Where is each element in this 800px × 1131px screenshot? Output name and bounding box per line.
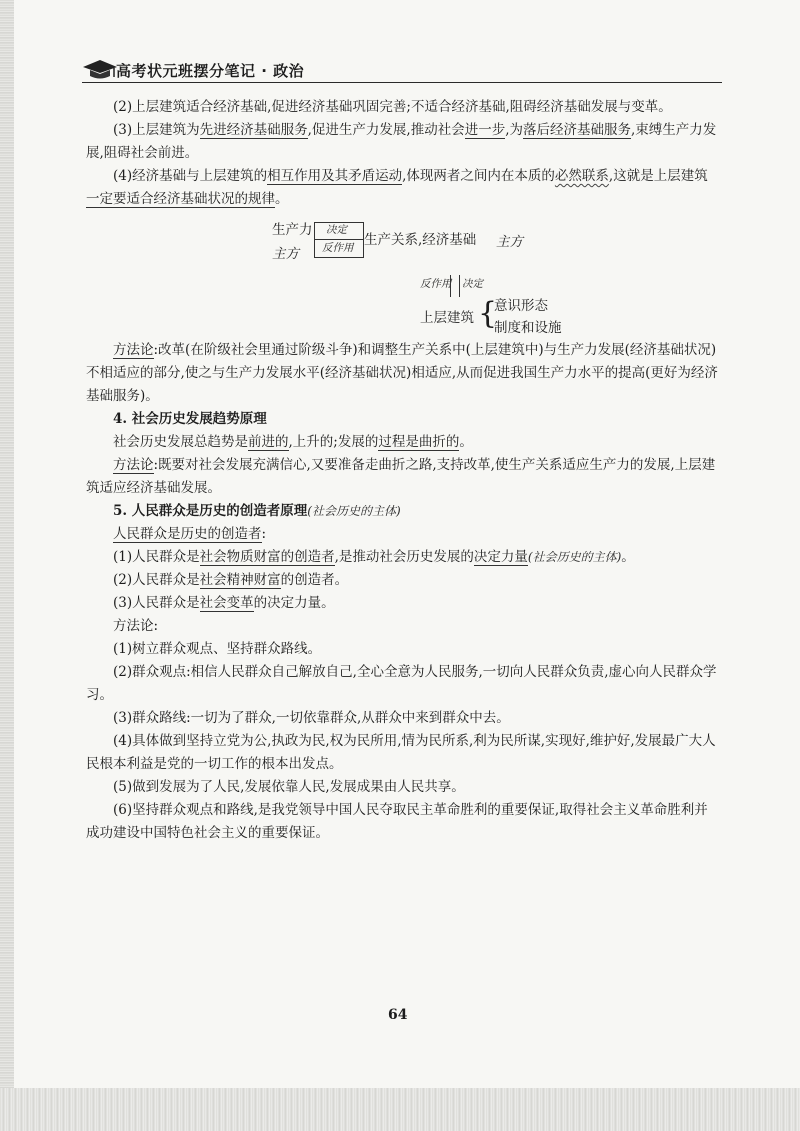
page-content xyxy=(86,96,718,845)
diagram-main-left: 主方 xyxy=(272,246,299,262)
section-5-method-4: (4)具体做到坚持立党为公,执政为民,权为民所用,情为民所系,利为民所谋,实现好,维护好,发展最广大人民根本利益是党的一切工作的根本出发点。 xyxy=(86,733,716,772)
diagram-decide-label: 决定 xyxy=(326,224,347,236)
header-title: 高考状元班摆分笔记 · 政治 xyxy=(116,62,305,80)
section-5-method-label: 方法论: xyxy=(113,618,159,634)
section-4-method: 方法论:既要对社会发展充满信心,又要准备走曲折之路,支持改革,使生产关系适应生产力的发展,上层建筑适应经济基础发展。 xyxy=(86,457,716,496)
section-5-item-3: (3)人民群众是社会变革的决定力量。 xyxy=(113,595,335,611)
section-5-method-3: (3)群众路线:一切为了群众,一切依靠群众,从群众中来到群众中去。 xyxy=(113,710,510,726)
diagram-main-right: 主方 xyxy=(496,234,523,250)
section-5-method-2: (2)群众观点:相信人民群众自己解放自己,全心全意为人民服务,一切向人民群众负责,虚心向人民群众学习。 xyxy=(86,664,717,703)
diagram-relations: 生产关系,经济基础 xyxy=(364,232,477,248)
paragraph-3: (3)上层建筑为先进经济基础服务,促进生产力发展,推动社会进一步,为落后经济基础服务,束缚生产力发展,阻碍社会前进。 xyxy=(86,122,717,161)
section-4-heading: 4. 社会历史发展趋势原理 xyxy=(113,411,267,427)
page-number: 64 xyxy=(388,1007,408,1023)
scan-edge-left xyxy=(0,0,14,1131)
graduation-cap-icon xyxy=(82,58,118,80)
paragraph-4: (4)经济基础与上层建筑的相互作用及其矛盾运动,体现两者之间内在本质的必然联系,这就是上层建筑一定要适合经济基础状况的规律。 xyxy=(86,168,708,207)
diagram-institutions: 制度和设施 xyxy=(494,320,562,336)
paragraph-2: (2)上层建筑适合经济基础,促进经济基础巩固完善;不适合经济基础,阻碍经济基础发展与变革。 xyxy=(113,99,672,115)
page-header xyxy=(82,56,722,84)
diagram-ideology: 意识形态 xyxy=(494,298,548,314)
section-5-item-1: (1)人民群众是社会物质财富的创造者,是推动社会历史发展的决定力量(社会历史的主体)。 xyxy=(113,549,635,565)
diagram-vertical-arrow xyxy=(450,275,460,297)
section-5-lead: 人民群众是历史的创造者: xyxy=(113,526,267,542)
section-5-method-6: (6)坚持群众观点和路线,是我党领导中国人民夺取民主革命胜利的重要保证,取得社会主义革命胜利并成功建设中国特色社会主义的重要保证。 xyxy=(86,802,708,841)
diagram-superstructure: 上层建筑 xyxy=(420,310,474,326)
method-paragraph-1: 方法论:改革(在阶级社会里通过阶级斗争)和调整生产关系中(上层建筑中)与生产力发展(经济基础状况)不相适应的部分,使之与生产力发展水平(经济基础状况)相适应,从而促进我国生产力水平的提高(更好为经济基础服务)。 xyxy=(86,342,718,404)
diagram-reaction-label: 反作用 xyxy=(322,242,354,254)
section-5-method-1: (1)树立群众观点、坚持群众路线。 xyxy=(113,641,322,657)
diagram-v-decide: 决定 xyxy=(462,278,483,290)
diagram-v-reaction: 反作用 xyxy=(420,278,452,290)
scan-edge-bottom xyxy=(0,1088,800,1131)
section-5-heading: 5. 人民群众是历史的创造者原理(社会历史的主体) xyxy=(113,503,401,519)
header-rule xyxy=(82,82,722,83)
section-5-item-2: (2)人民群众是社会精神财富的创造者。 xyxy=(113,572,349,588)
diagram-productive-force: 生产力 xyxy=(272,222,313,238)
section-5-method-5: (5)做到发展为了人民,发展依靠人民,发展成果由人民共享。 xyxy=(113,779,465,795)
base-superstructure-diagram xyxy=(86,211,718,425)
diagram-brace: { xyxy=(478,296,498,331)
section-4-body: 社会历史发展总趋势是前进的,上升的;发展的过程是曲折的。 xyxy=(113,434,473,450)
